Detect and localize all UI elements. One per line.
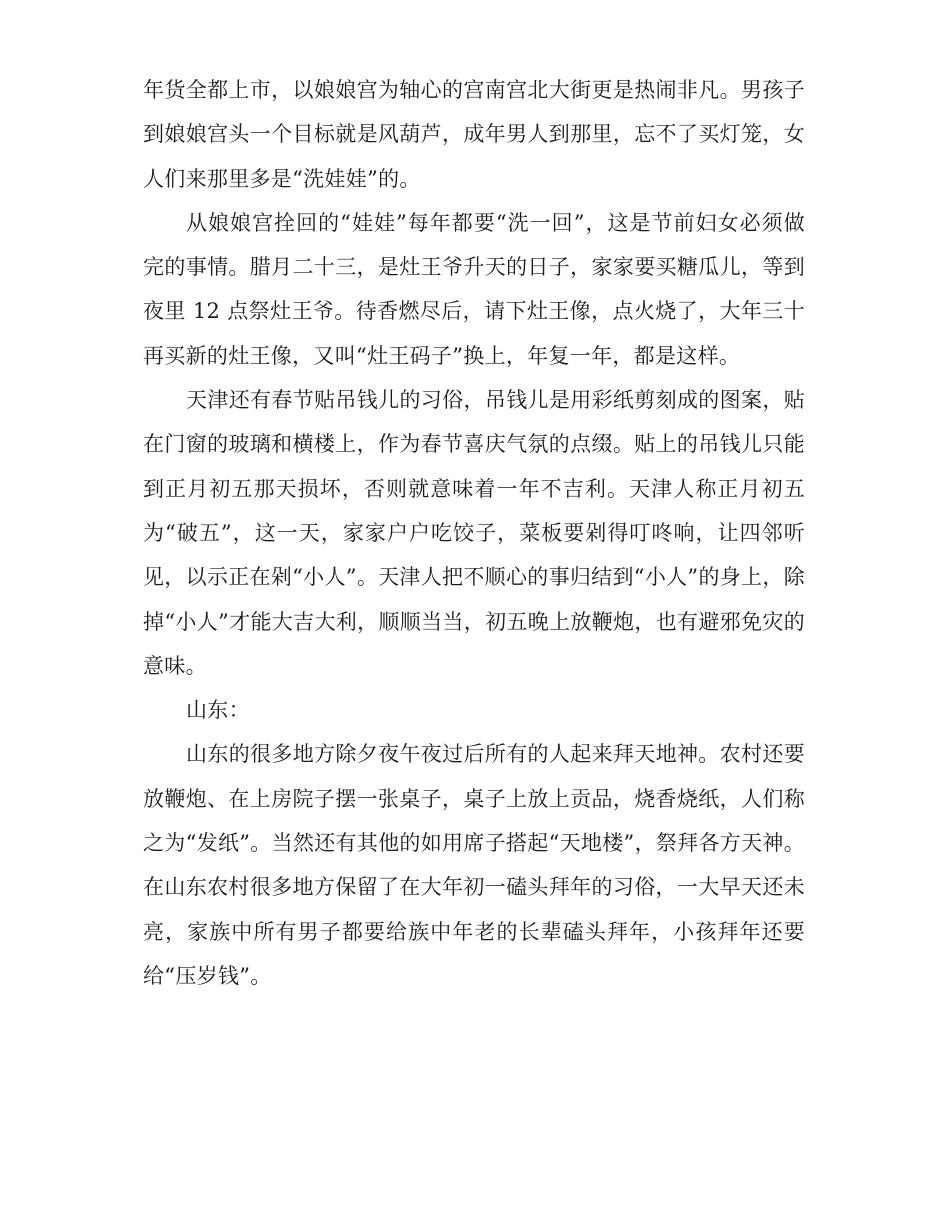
section-heading-shandong: 山东： (186, 698, 250, 723)
paragraph-3: 天津还有春节贴吊钱儿的习俗，吊钱儿是用彩纸剪刻成的图案，贴在门窗的玻璃和横楼上，作为春节喜庆气氛的点缀。贴上的吊钱儿只能到正月初五那天损坏，否则就意味着一年不吉利。天津人称正月初五为“破五”，这一天，家家户户吃饺子，菜板要剁得叮咚响，让四邻听见，以示正在剁“小人”。天津人把不顺心的事归结到“小人”的身上，除掉“小人”才能大吉大利，顺顺当当，初五晚上放鞭炮，也有避邪免灾的意味。 (143, 388, 805, 678)
paragraph-5: 山东的很多地方除夕夜午夜过后所有的人起来拜天地神。农村还要放鞭炮、在上房院子摆一张桌子，桌子上放上贡品，烧香烧纸，人们称之为“发纸”。当然还有其他的如用席子搭起“天地楼”，祭拜各方天神。在山东农村很多地方保留了在大年初一磕头拜年的习俗，一大早天还未亮，家族中所有男子都要给族中年老的长辈磕头拜年，小孩拜年还要给“压岁钱”。 (143, 742, 805, 988)
paragraph-1: 年货全都上市，以娘娘宫为轴心的宫南宫北大街更是热闹非凡。男孩子到娘娘宫头一个目标就是风葫芦，成年男人到那里，忘不了买灯笼，女人们来那里多是“洗娃娃”的。 (143, 78, 805, 191)
paragraph-2: 从娘娘宫拴回的“娃娃”每年都要“洗一回”，这是节前妇女必须做完的事情。腊月二十三，是灶王爷升天的日子，家家要买糖瓜儿，等到夜里 12 点祭灶王爷。待香燃尽后，请下灶王像，点火烧了，大年三十再买新的灶王像，又叫“灶王码子”换上，年复一年，都是这样。 (143, 210, 805, 368)
document-page (143, 68, 805, 998)
